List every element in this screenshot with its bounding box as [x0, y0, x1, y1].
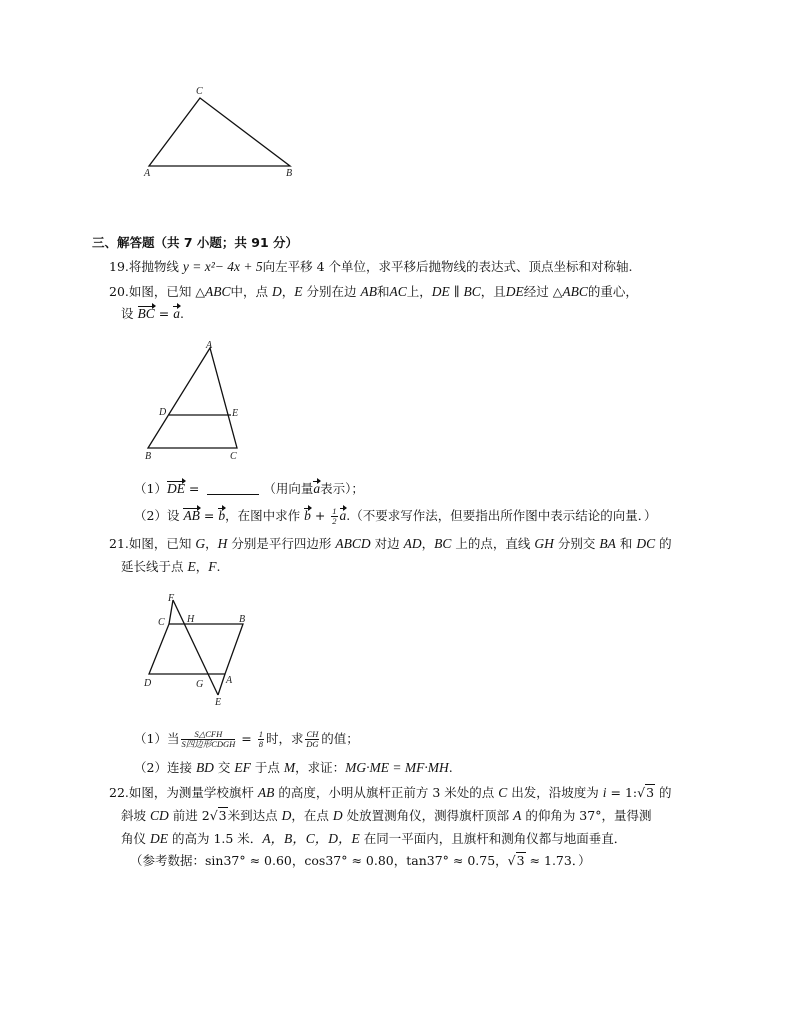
sqrt-3: √3 [637, 785, 655, 800]
q21-text: ， [421, 536, 435, 551]
q21-h: H [217, 536, 228, 551]
question-21-line2 [121, 559, 221, 575]
label-b: B [145, 451, 152, 462]
q20-text: = [154, 306, 174, 321]
q22-text: 米到达点 [227, 808, 278, 823]
q22-text: ≈ 1.73．） [525, 853, 591, 868]
fraction-ch-dg: $\frac{CH}{DG}$ [306, 729, 319, 749]
vector-b: b [218, 508, 226, 523]
q19-formula: y = x²− 4x + 5 [182, 259, 263, 274]
label-e: E [215, 697, 222, 708]
q21-text: 于点 [254, 760, 280, 775]
q20-text: （用向量 [263, 481, 314, 496]
q21-bd: BD [195, 760, 214, 775]
q22-text: 的高度，小明从旗杆正前方 3 米处的点 [278, 785, 495, 800]
q21-text: 的值； [321, 731, 359, 746]
question-22-line3 [121, 831, 626, 847]
q21-text: ， [195, 559, 209, 574]
label-b: B [286, 168, 293, 179]
q22-text: 的高为 1.5 米． [171, 831, 263, 846]
q22-ab: AB [257, 785, 275, 800]
q21-text: 时，求 [265, 731, 304, 746]
q21-ef: EF [234, 760, 251, 775]
q20-text: 表示）； [320, 481, 364, 496]
q21-text: 上的点，直线 [455, 536, 531, 551]
q20-text: 设 [121, 306, 134, 321]
vector-a: a [339, 508, 347, 523]
q21-text: 和 [619, 536, 633, 551]
fraction-one-eighth: $\frac{1}{8}$ [258, 729, 263, 749]
question-22-line2 [121, 808, 651, 824]
sub-number: （1）当 [134, 731, 180, 746]
q22-d: D [281, 808, 292, 823]
triangle-figure-18 [140, 84, 300, 180]
q20-text: ，且 [480, 284, 506, 299]
q20-de2: DE [505, 284, 524, 299]
q21-f: F [208, 559, 217, 574]
q21-text: 延长线于点 [121, 559, 184, 574]
q21-text: 对边 [374, 536, 400, 551]
q21-e: E [187, 559, 196, 574]
q21-text: ，求证： [295, 760, 346, 775]
q22-points: A，B，C，D，E [262, 831, 360, 846]
label-a: A [226, 675, 233, 686]
vector-a: a [173, 306, 180, 321]
q20-text: 如图，已知 △ [128, 284, 205, 299]
q21-text: ， [205, 536, 218, 551]
q21-ad: AD [403, 536, 422, 551]
q22-text: 前进 2 [172, 808, 210, 823]
q21-text: 的 [659, 536, 672, 551]
q20-text: 的重心， [587, 284, 638, 299]
q20-text: .（不要求写作法，但要指出所作图中表示结论的向量．） [346, 508, 657, 523]
q21-text: . [448, 760, 453, 775]
question-22-line1 [109, 785, 672, 801]
q19-number: 19. [109, 259, 129, 274]
q21-g: G [195, 536, 206, 551]
label-a: A [206, 340, 213, 351]
q19-post: 向左平移 4 个单位，求平移后抛物线的表达式、顶点坐标和对称轴. [262, 259, 633, 274]
q22-text: 角仪 [121, 831, 147, 846]
q20-text: 经过 △ [523, 284, 563, 299]
q20-text: . [179, 306, 184, 321]
label-d: D [144, 678, 152, 689]
q21-abcd: ABCD [335, 536, 371, 551]
question-20-sub2 [134, 507, 657, 526]
sub-number: （1） [134, 481, 167, 496]
answer-blank[interactable] [207, 482, 259, 495]
fraction-half: $\frac{1}{2}$ [332, 506, 337, 526]
q22-text: 如图，为测量学校旗杆 [128, 785, 254, 800]
extension-ae [218, 674, 225, 695]
question-21-sub2 [134, 760, 453, 776]
q22-text: ，在点 [291, 808, 329, 823]
q20-text: = [184, 481, 204, 496]
question-21-line1 [109, 536, 672, 552]
triangle-figure-20 [142, 338, 252, 462]
label-a: A [144, 168, 151, 179]
q20-abc: ABC [204, 284, 231, 299]
label-e: E [232, 408, 239, 419]
q21-text: 分别交 [557, 536, 596, 551]
q21-ba: BA [599, 536, 616, 551]
sqrt-3: √3 [209, 808, 227, 823]
q22-text: 斜坡 [121, 808, 147, 823]
q20-e: E [294, 284, 303, 299]
triangle-abc-shape [148, 348, 237, 448]
q22-text: 处放置测角仪，测得旗杆顶部 [346, 808, 510, 823]
vector-ab: AB [183, 508, 200, 523]
q21-m: M [283, 760, 296, 775]
sub-number: （2）连接 [134, 760, 192, 775]
vector-b: b [304, 508, 311, 523]
question-21-sub1 [134, 730, 359, 749]
q22-de: DE [150, 831, 168, 846]
label-b: B [239, 614, 246, 625]
label-d: D [159, 407, 167, 418]
q22-cd: CD [150, 808, 169, 823]
q22-c: C [498, 785, 508, 800]
q22-text: = 1: [606, 785, 638, 800]
q20-ab: AB [360, 284, 377, 299]
q20-text: ，在图中求作 [225, 508, 301, 523]
q20-number: 20. [109, 284, 129, 299]
question-20-line1 [109, 284, 638, 300]
q21-text: 交 [217, 760, 231, 775]
q22-number: 22. [109, 785, 129, 800]
q22-text: 出发，沿坡度为 [511, 785, 599, 800]
label-c: C [230, 451, 237, 462]
q21-number: 21. [109, 536, 129, 551]
q21-text: . [216, 559, 221, 574]
q20-bc: BC [463, 284, 481, 299]
q20-text: 分别在边 [306, 284, 357, 299]
q20-parallel: ∥ [449, 284, 464, 299]
q22-text: 的仰角为 37°，量得测 [525, 808, 652, 823]
q20-text: 和 [376, 284, 390, 299]
label-c: C [196, 86, 203, 97]
q21-text: 分别是平行四边形 [231, 536, 332, 551]
q20-ac: AC [389, 284, 407, 299]
vector-bc: BC [137, 306, 155, 321]
q22-a: A [513, 808, 522, 823]
label-g: G [196, 679, 204, 690]
q20-text: 中，点 [230, 284, 268, 299]
q21-formula: MG·ME = MF·MH [345, 760, 449, 775]
label-h: H [187, 614, 195, 625]
q22-text: （参考数据：sin37° ≈ 0.60，cos37° ≈ 0.80，tan37° ≈ 0.75， [130, 853, 508, 868]
q22-d2: D [332, 808, 343, 823]
section-title: 三、解答题（共 7 小题；共 91 分） [92, 235, 299, 250]
q20-text: = [199, 508, 219, 523]
q21-dc: DC [636, 536, 656, 551]
question-19 [109, 259, 633, 275]
q21-text: = [237, 731, 256, 746]
q22-text: 的 [659, 785, 672, 800]
q20-de: DE [431, 284, 450, 299]
triangle-abc-shape [149, 98, 290, 166]
fraction-area-ratio: $\frac{\text{S△CFH}}{\text{S四边形CDGH}}$ [181, 729, 236, 749]
q20-text: 上， [406, 284, 432, 299]
vector-de: DE [166, 481, 185, 496]
q19-pre: 将抛物线 [128, 259, 179, 274]
q20-text: ， [281, 284, 295, 299]
q20-text: + [310, 508, 330, 523]
q21-text: 如图，已知 [128, 536, 192, 551]
parallelogram-figure-21 [140, 592, 255, 710]
q22-i: i [602, 785, 607, 800]
question-20-line2 [121, 306, 184, 322]
label-f: F [168, 593, 175, 604]
sqrt-3: √3 [507, 853, 525, 868]
q21-gh: GH [534, 536, 554, 551]
sub-number: （2）设 [134, 508, 180, 523]
q22-text: 在同一平面内，且旗杆和测角仪都与地面垂直． [363, 831, 627, 846]
q20-abc2: ABC [562, 284, 588, 299]
q20-d: D [271, 284, 282, 299]
vector-a: a [313, 481, 321, 496]
question-20-sub1 [134, 481, 364, 497]
label-c: C [158, 617, 165, 628]
question-22-reference [130, 853, 591, 869]
q21-bc: BC [434, 536, 452, 551]
